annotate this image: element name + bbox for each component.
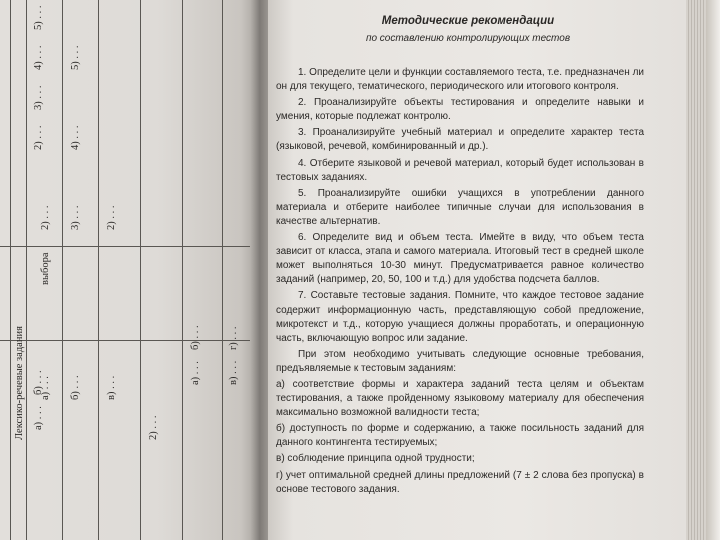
list-item: б) доступность по форме и содержанию, а также посильность заданий для данного контингента тестируемых; <box>276 423 644 449</box>
table-column-line <box>26 0 27 540</box>
table-cell: г) . . . <box>228 326 239 350</box>
paragraph: 4. Отберите языковой и речевой материал, который будет использован в тестовых заданиях. <box>276 157 644 183</box>
table-cell: 2) . . . <box>106 205 117 230</box>
table-column-line <box>182 0 183 540</box>
page-body <box>276 66 644 499</box>
table-cell: б) . . . <box>190 325 201 350</box>
page-title: Методические рекомендации <box>381 15 555 27</box>
table-header: Лексико-речевые задания <box>14 326 25 440</box>
table-cell: 2) . . . <box>33 125 44 150</box>
paragraph: 3. Проанализируйте учебный материал и определите характер теста (языковой, речевой, комбинированный и др.). <box>276 127 644 153</box>
table-cell: а) . . . <box>190 361 201 385</box>
table-cell: 3) . . . <box>70 205 81 230</box>
table-cell: б) . . . <box>70 375 81 400</box>
table-column-line <box>98 0 99 540</box>
table-column-line <box>222 0 223 540</box>
paragraph: 5. Проанализируйте ошибки учащихся в употреблении данного материала и отберите наиболее типичные случаи для использования в качестве альтернатив. <box>276 187 644 227</box>
table-cell: 3) . . . <box>33 85 44 110</box>
table-cell: в) . . . <box>228 360 239 385</box>
table-border <box>10 0 11 540</box>
paragraph: При этом необходимо учитывать следующие основные требования, предъявляемые к тестовым заданиям: <box>276 348 644 374</box>
table-header: выбора <box>40 252 51 285</box>
table-cell: 4) . . . <box>33 45 44 70</box>
table-cell: 4) . . . <box>70 125 81 150</box>
table-cell: а) . . . <box>40 376 51 400</box>
table-cell: 2) . . . <box>40 205 51 230</box>
table-cell: а) . . . <box>33 406 44 430</box>
paragraph: 6. Определите вид и объем теста. Имейте в виду, что объем теста зависит от класса, этапа и самого материала. Итоговый тест в средней школе может выполняться 10-30 минут. Предусматривается равное количество заданий (например, 20, 50, 100 и т.д.) для удобства подсчета баллов. <box>276 232 644 286</box>
table-column-line <box>140 0 141 540</box>
table-cell: 5) . . . <box>33 5 44 30</box>
table-row-line <box>0 246 250 247</box>
table-cell: в) . . . <box>106 375 117 400</box>
paragraph: 1. Определите цели и функции составляемого теста, т.е. предназначен ли он для текущего, тематического, периодического или итогового контроля. <box>276 67 644 93</box>
list-item: а) соответствие формы и характера заданий теста целям и объектам тестирования, а также пройденному языковому материалу для обеспечения максимально возможной валидности теста; <box>276 378 644 419</box>
table-cell: 5) . . . <box>70 45 81 70</box>
paragraph: 2. Проанализируйте объекты тестирования и определите навыки и умения, которые подлежат контролю. <box>276 97 644 123</box>
page-edge-shadow <box>706 0 720 540</box>
paragraph: 7. Составьте тестовые задания. Помните, что каждое тестовое задание содержит информационную часть, представляющую собой предложение, микротекст и т.д., которую учащиеся должны проработать, и операционную часть, включающую вопрос или задание. <box>276 290 644 344</box>
left-page-table <box>0 0 262 540</box>
page-subtitle: по составлению контролирующих тестов <box>365 33 571 44</box>
list-item: в) соблюдение принципа одной трудности; <box>276 453 475 465</box>
table-cell: б) . . . <box>33 370 44 395</box>
right-page-text <box>268 0 686 540</box>
table-row-line <box>0 340 250 341</box>
table-cell: 2) . . . <box>148 415 159 440</box>
list-item: г) учет оптимальной средней длины предложений (7 ± 2 слова без пропуска) в основе тестового задания. <box>276 469 644 495</box>
table-column-line <box>62 0 63 540</box>
